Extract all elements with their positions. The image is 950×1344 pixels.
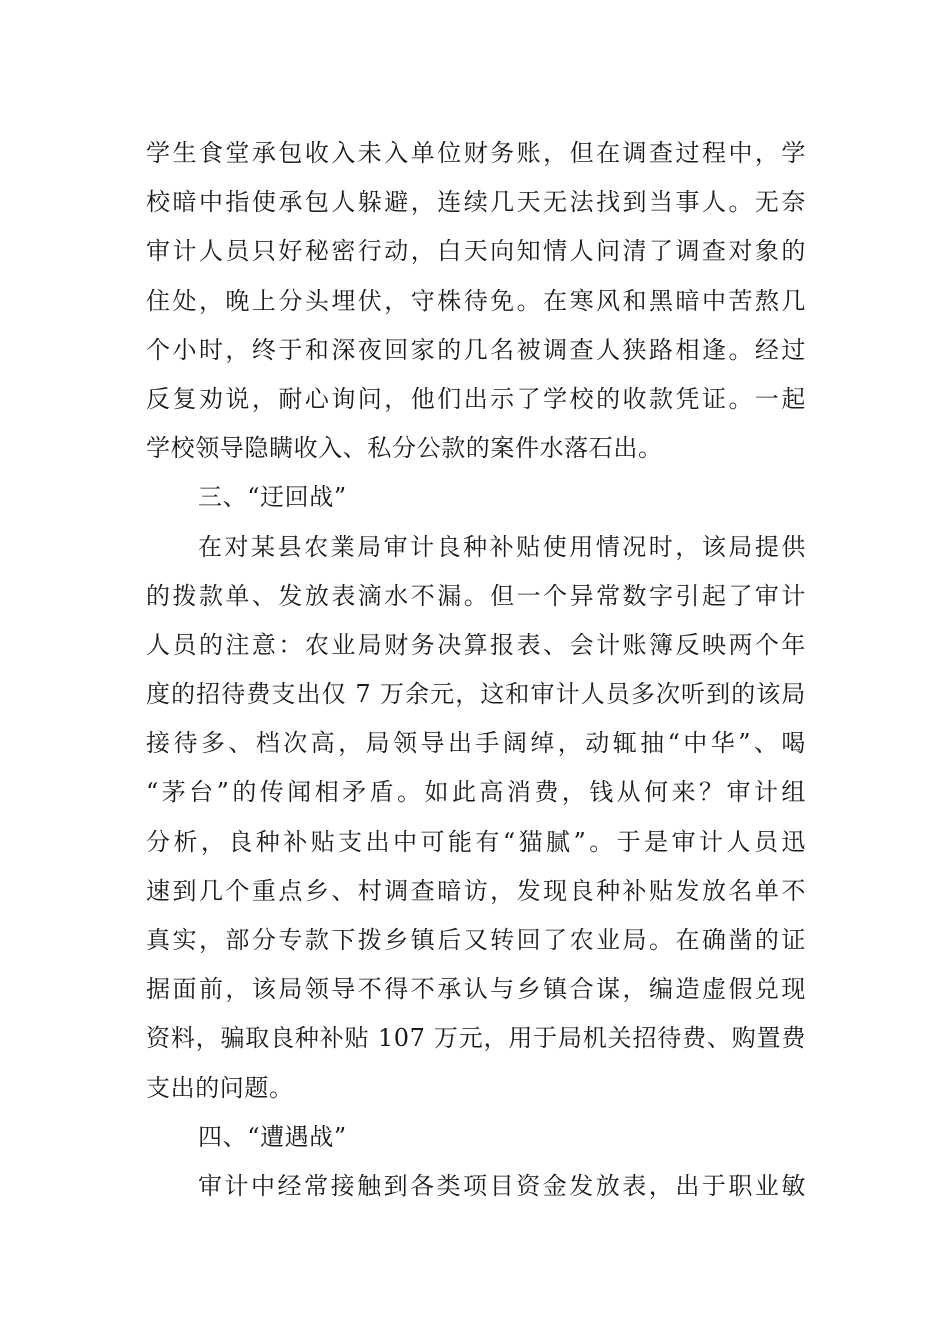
- section-heading: 三、“迂回战”: [198, 483, 347, 512]
- text-line: 接待多、档次高，局领导出手阔绰，动辄抽“中华”、喝: [146, 729, 806, 758]
- text-line: “茅台”的传闻相矛盾。如此高消费，钱从何来？审计组: [146, 778, 806, 807]
- text-line: 学生食堂承包收入未入单位财务账，但在调查过程中，学: [146, 139, 806, 167]
- paragraph-first-line: 在对某县农業局审计良种补贴使用情况时，该局提供: [198, 532, 806, 561]
- text-line: 资料，骗取良种补贴 107 万元，用于局机关招待费、购置费: [146, 1024, 806, 1053]
- text-line: 度的招待费支出仅 7 万余元，这和审计人员多次听到的该局: [146, 680, 806, 709]
- text-line: 支出的问题。: [146, 1073, 294, 1102]
- text-line: 速到几个重点乡、村调查暗访，发现良种补贴发放名单不: [146, 876, 806, 905]
- section-heading: 四、“遭遇战”: [198, 1122, 347, 1151]
- text-line: 据面前，该局领导不得不承认与乡镇合谋，编造虚假兑现: [146, 975, 806, 1004]
- text-line: 校暗中指使承包人躲避，连续几天无法找到当事人。无奈: [146, 188, 806, 217]
- text-line: 分析，良种补贴支出中可能有“猫腻”。于是审计人员迅: [146, 827, 806, 856]
- text-line: 审计人员只好秘密行动，白天向知情人问清了调查对象的: [146, 237, 806, 266]
- text-line: 人员的注意：农业局财务决算报表、会计账簿反映两个年: [146, 630, 806, 659]
- text-line: 个小时，终于和深夜回家的几名被调查人狭路相逢。经过: [146, 335, 806, 364]
- text-line: 学校领导隐瞒收入、私分公款的案件水落石出。: [146, 434, 663, 463]
- text-line: 住处，晚上分头埋伏，守株待免。在寒风和黑暗中苦熬几: [146, 286, 806, 315]
- text-line: 反复劝说，耐心询问，他们出示了学校的收款凭证。一起: [146, 384, 806, 413]
- text-line: 真实，部分专款下拨乡镇后又转回了农业局。在确凿的证: [146, 926, 806, 954]
- document-body: [146, 129, 806, 1211]
- text-line: 的拨款单、发放表滴水不漏。但一个异常数字引起了审计: [146, 581, 806, 610]
- paragraph-first-line: 审计中经常接触到各类项目资金发放表，出于职业敏: [198, 1171, 806, 1200]
